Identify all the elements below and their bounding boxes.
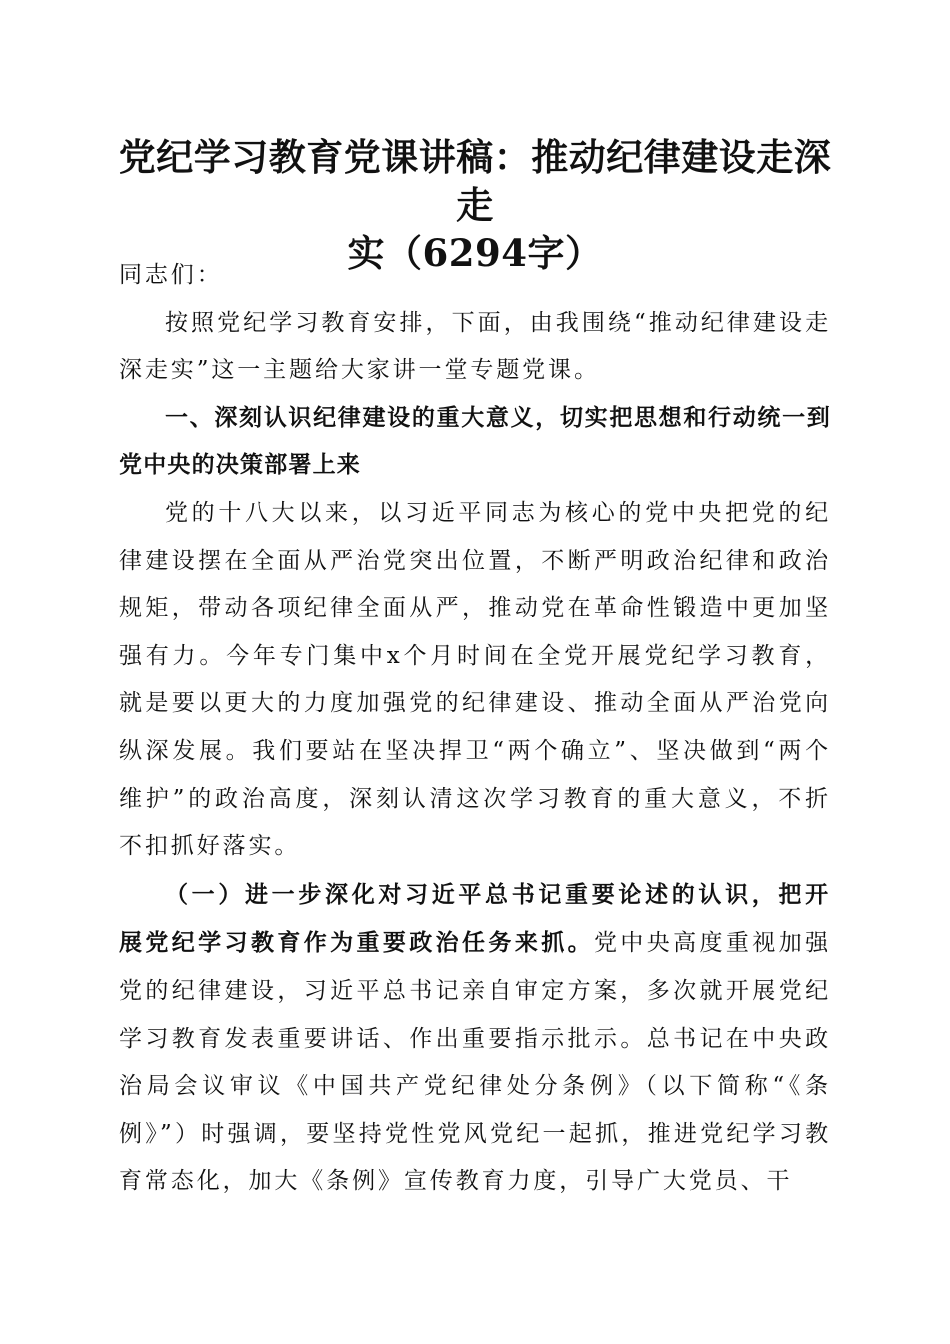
document-body (119, 252, 831, 1206)
section-1-paragraph: 党的十八大以来，以习近平同志为核心的党中央把党的纪律建设摆在全面从严治党突出位置，不断严明政治纪律和政治规矩，带动各项纪律全面从严，推动党在革命性锻造中更加坚强有力。今年专门集中x个月时间在全党开展党纪学习教育，就是要以更大的力度加强党的纪律建设、推动全面从严治党向纵深发展。我们要站在坚决捍卫“两个确立”、坚决做到“两个维护”的政治高度，深刻认清这次学习教育的重大意义，不折不扣抓好落实。 (119, 499, 831, 860)
title-line-1: 党纪学习教育党课讲稿：推动纪律建设走深走 (118, 135, 832, 227)
intro-paragraph: 按照党纪学习教育安排，下面，由我围绕“推动纪律建设走深走实”这一主题给大家讲一堂专题党课。 (119, 309, 831, 384)
section-heading-1: 一、深刻认识纪律建设的重大意义，切实把思想和行动统一到党中央的决策部署上来 (119, 404, 831, 479)
salutation: 同志们： (119, 262, 223, 288)
subsection-1-lead: （一）进一步深化对习近平总书记重要论述的认识，把开展党纪学习教育作为重要政治任务来抓。 (119, 880, 831, 957)
subsection-1-text: 党中央高度重视加强党的纪律建设，习近平总书记亲自审定方案，多次就开展党纪学习教育发表重要讲话、作出重要指示批示。总书记在中央政治局会议审议《中国共产党纪律处分条例》（以下简称“《条例》”）时强调，要坚持党性党风党纪一起抓，推进党纪学习教育常态化，加大《条例》宣传教育力度，引导广大党员、干 (119, 930, 831, 1195)
title-line-2: 实（6294字） (347, 231, 603, 275)
subsection-1-paragraph (119, 871, 831, 1206)
